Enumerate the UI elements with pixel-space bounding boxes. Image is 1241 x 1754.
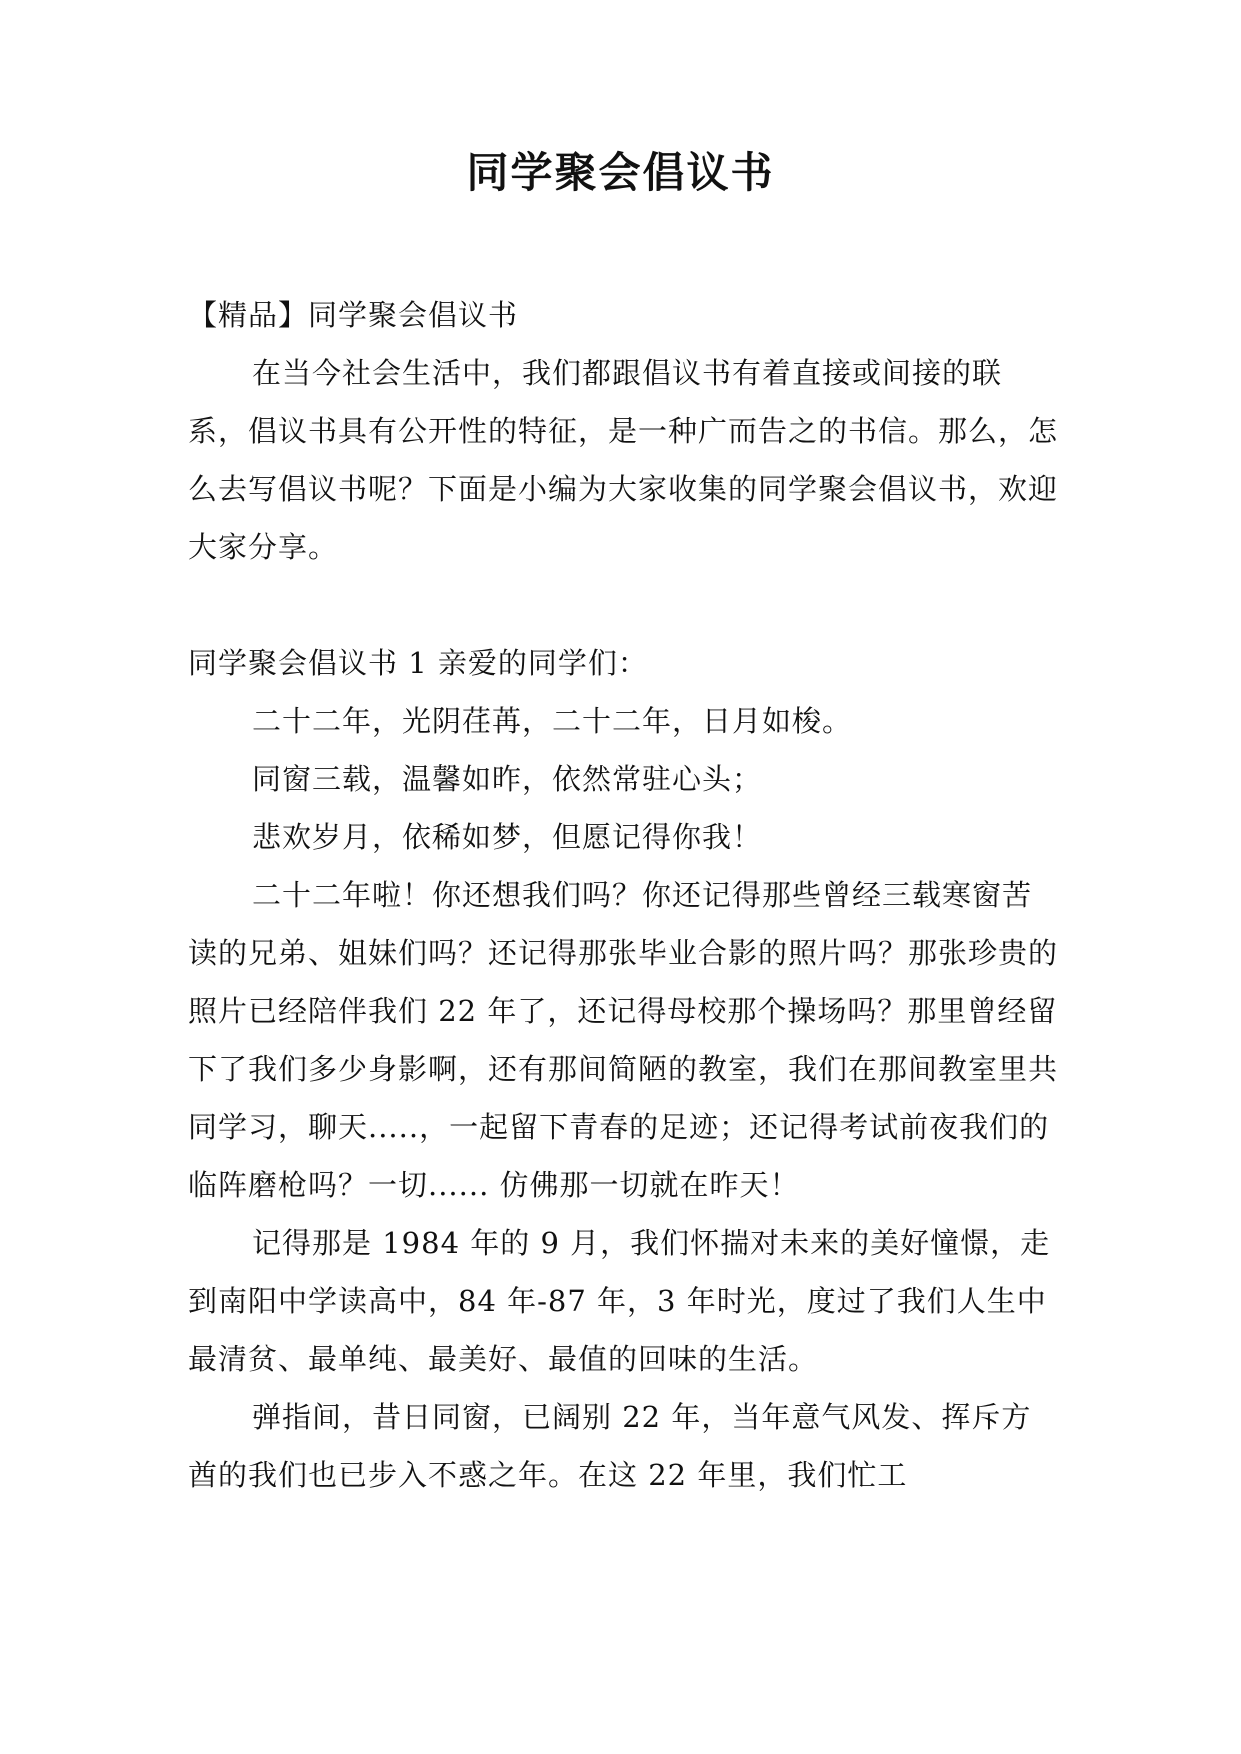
document-subtitle: 【精品】同学聚会倡议书: [188, 298, 519, 332]
body-paragraph: 弹指间，昔日同窗，已阔别 22 年，当年意气风发、挥斥方酋的我们也已步入不惑之年。在这 22 年里，我们忙工: [188, 1400, 1032, 1492]
document-body: [188, 286, 1058, 1504]
verse-line-2: 同窗三载，温馨如昨，依然常驻心头；: [252, 762, 763, 796]
paragraph-spacer: [188, 576, 1058, 634]
verse-line-3: 悲欢岁月，依稀如梦，但愿记得你我！: [252, 820, 763, 854]
body-paragraph: 记得那是 1984 年的 9 月，我们怀揣对未来的美好憧憬，走到南阳中学读高中，84 年-87 年，3 年时光，度过了我们人生中最清贫、最单纯、最美好、最值的回味的生活。: [188, 1226, 1051, 1376]
verse-line-1: 二十二年，光阴荏苒，二十二年，日月如梭。: [252, 704, 853, 738]
intro-paragraph: 在当今社会生活中，我们都跟倡议书有着直接或间接的联系，倡议书具有公开性的特征，是一种广而告之的书信。那么，怎么去写倡议书呢？下面是小编为大家收集的同学聚会倡议书，欢迎大家分享。: [188, 356, 1059, 564]
document-title: 同学聚会倡议书: [466, 148, 775, 197]
body-paragraph: 二十二年啦！你还想我们吗？你还记得那些曾经三载寒窗苦读的兄弟、姐妹们吗？还记得那张毕业合影的照片吗？那张珍贵的照片已经陪伴我们 22 年了，还记得母校那个操场吗？那里曾经留下了我们多少身影啊，还有那间简陋的教室，我们在那间教室里共同学习，聊天.....，一起留下青春的足迹；还记得考试前夜我们的临阵磨枪吗？一切...... 仿佛那一切就在昨天！: [188, 878, 1059, 1202]
section-heading: 同学聚会倡议书 1 亲爱的同学们：: [188, 646, 648, 680]
